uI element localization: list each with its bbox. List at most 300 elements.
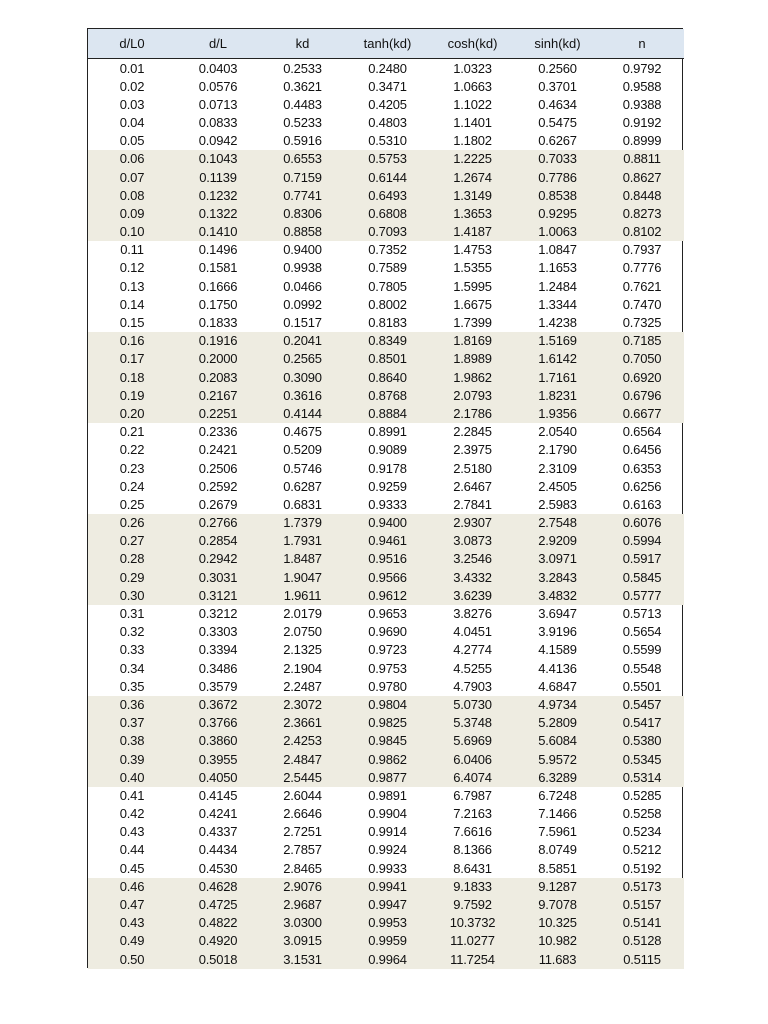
cell-d-over-l: 0.1322 xyxy=(198,205,238,221)
cell-tanh-kd: 0.9845 xyxy=(368,733,407,749)
cell-d-over-l: 0.3860 xyxy=(198,733,238,749)
cell-kd: 3.1531 xyxy=(283,951,322,967)
cell-kd: 0.5209 xyxy=(283,442,322,458)
cell-tanh-kd: 0.9612 xyxy=(368,587,407,603)
table-row xyxy=(88,96,684,114)
cell-tanh-kd: 0.7352 xyxy=(368,242,407,258)
cell-tanh-kd: 0.9941 xyxy=(368,878,407,894)
cell-d-over-l0: 0.25 xyxy=(119,496,145,512)
cell-sinh-kd: 4.4136 xyxy=(538,660,577,676)
cell-kd: 1.7931 xyxy=(283,533,322,549)
cell-n: 0.7325 xyxy=(622,315,662,331)
cell-kd: 0.3621 xyxy=(283,78,322,94)
cell-d-over-l: 0.0576 xyxy=(198,78,238,94)
cell-kd: 0.5746 xyxy=(283,460,322,476)
cell-sinh-kd: 0.7033 xyxy=(538,151,577,167)
table-row xyxy=(88,459,684,477)
cell-d-over-l0: 0.46 xyxy=(119,878,145,894)
cell-tanh-kd: 0.3471 xyxy=(368,78,407,94)
cell-n: 0.5258 xyxy=(622,806,662,822)
cell-n: 0.5212 xyxy=(622,842,662,858)
cell-sinh-kd: 3.6947 xyxy=(538,606,577,622)
cell-d-over-l: 0.3212 xyxy=(198,606,238,622)
cell-d-over-l: 0.1232 xyxy=(198,187,238,203)
cell-d-over-l: 0.0833 xyxy=(198,114,238,130)
cell-tanh-kd: 0.8183 xyxy=(368,315,407,331)
table-row xyxy=(88,296,684,314)
cell-d-over-l: 0.1139 xyxy=(199,169,237,185)
cell-cosh-kd: 5.0730 xyxy=(453,696,492,712)
cell-d-over-l: 0.1043 xyxy=(198,151,238,167)
table-row xyxy=(88,641,684,659)
cell-d-over-l: 0.1496 xyxy=(198,242,238,258)
cell-n: 0.7776 xyxy=(622,260,662,276)
cell-d-over-l0: 0.47 xyxy=(119,897,145,913)
cell-n: 0.6456 xyxy=(622,442,662,458)
cell-n: 0.5777 xyxy=(622,587,662,603)
cell-kd: 2.0750 xyxy=(283,624,322,640)
table-row xyxy=(88,223,684,241)
cell-d-over-l0: 0.16 xyxy=(119,333,145,349)
cell-d-over-l0: 0.50 xyxy=(119,951,145,967)
cell-sinh-kd: 0.6267 xyxy=(538,133,577,149)
cell-n: 0.5417 xyxy=(622,715,662,731)
cell-d-over-l0: 0.19 xyxy=(119,387,145,403)
table-row xyxy=(88,405,684,423)
cell-d-over-l: 0.4241 xyxy=(198,806,238,822)
cell-sinh-kd: 4.6847 xyxy=(538,678,577,694)
cell-sinh-kd: 1.9356 xyxy=(538,405,577,421)
table-row xyxy=(88,623,684,641)
wave-table-sheet xyxy=(87,28,683,968)
cell-kd: 0.3616 xyxy=(283,387,322,403)
cell-d-over-l: 0.4337 xyxy=(198,824,238,840)
cell-cosh-kd: 1.8989 xyxy=(453,351,492,367)
table-row xyxy=(88,750,684,768)
cell-n: 0.5173 xyxy=(622,878,662,894)
cell-kd: 2.4253 xyxy=(283,733,322,749)
cell-sinh-kd: 0.9295 xyxy=(538,205,577,221)
cell-sinh-kd: 5.9572 xyxy=(538,751,577,767)
cell-d-over-l: 0.4822 xyxy=(198,915,238,931)
cell-sinh-kd: 2.0540 xyxy=(538,424,577,440)
cell-d-over-l0: 0.40 xyxy=(119,769,145,785)
cell-tanh-kd: 0.9804 xyxy=(368,696,407,712)
cell-d-over-l: 0.2000 xyxy=(198,351,238,367)
cell-cosh-kd: 9.1833 xyxy=(453,878,492,894)
cell-kd: 2.6044 xyxy=(283,787,322,803)
cell-d-over-l0: 0.01 xyxy=(119,60,145,76)
cell-sinh-kd: 1.1653 xyxy=(538,260,577,276)
cell-d-over-l: 0.3766 xyxy=(198,715,238,731)
cell-cosh-kd: 3.4332 xyxy=(453,569,492,585)
cell-n: 0.8102 xyxy=(622,224,662,240)
cell-cosh-kd: 10.3732 xyxy=(449,915,496,931)
table-row xyxy=(88,932,684,950)
cell-kd: 1.7379 xyxy=(283,515,322,531)
cell-cosh-kd: 6.7987 xyxy=(453,787,492,803)
cell-tanh-kd: 0.6493 xyxy=(368,187,407,203)
cell-cosh-kd: 2.5180 xyxy=(453,460,492,476)
cell-n: 0.8627 xyxy=(622,169,662,185)
cell-sinh-kd: 0.2560 xyxy=(538,60,577,76)
cell-n: 0.5128 xyxy=(622,933,662,949)
cell-cosh-kd: 4.5255 xyxy=(453,660,492,676)
table-row xyxy=(88,314,684,332)
cell-cosh-kd: 1.9862 xyxy=(453,369,492,385)
cell-n: 0.5314 xyxy=(622,769,662,785)
cell-sinh-kd: 10.982 xyxy=(538,933,577,949)
cell-kd: 2.7857 xyxy=(283,842,322,858)
cell-kd: 1.9611 xyxy=(283,587,322,603)
cell-cosh-kd: 2.7841 xyxy=(453,496,492,512)
cell-cosh-kd: 1.6675 xyxy=(453,296,492,312)
cell-d-over-l0: 0.18 xyxy=(119,369,145,385)
cell-sinh-kd: 0.4634 xyxy=(538,96,577,112)
table-row xyxy=(88,78,684,96)
cell-n: 0.9588 xyxy=(622,78,662,94)
cell-sinh-kd: 1.6142 xyxy=(538,351,577,367)
cell-cosh-kd: 11.7254 xyxy=(450,951,495,967)
cell-sinh-kd: 2.4505 xyxy=(538,478,577,494)
cell-tanh-kd: 0.2480 xyxy=(368,60,407,76)
cell-tanh-kd: 0.7805 xyxy=(368,278,407,294)
cell-n: 0.5234 xyxy=(622,824,662,840)
cell-kd: 0.8306 xyxy=(283,205,322,221)
cell-sinh-kd: 2.3109 xyxy=(538,460,577,476)
cell-n: 0.5845 xyxy=(622,569,662,585)
cell-sinh-kd: 6.7248 xyxy=(538,787,577,803)
cell-d-over-l: 0.2766 xyxy=(198,515,238,531)
table-row xyxy=(88,114,684,132)
cell-d-over-l: 0.2942 xyxy=(198,551,238,567)
table-row xyxy=(88,951,684,969)
cell-n: 0.6920 xyxy=(622,369,662,385)
cell-d-over-l: 0.0403 xyxy=(198,60,238,76)
cell-cosh-kd: 5.6969 xyxy=(453,733,492,749)
cell-tanh-kd: 0.8768 xyxy=(368,387,407,403)
table-row xyxy=(88,350,684,368)
cell-sinh-kd: 9.1287 xyxy=(538,878,577,894)
cell-tanh-kd: 0.6808 xyxy=(368,205,407,221)
table-row xyxy=(88,569,684,587)
cell-cosh-kd: 1.4187 xyxy=(453,224,492,240)
cell-d-over-l: 0.2083 xyxy=(198,369,238,385)
cell-kd: 0.6287 xyxy=(283,478,322,494)
cell-sinh-kd: 7.5961 xyxy=(538,824,577,840)
cell-tanh-kd: 0.9400 xyxy=(368,515,407,531)
cell-d-over-l: 0.3672 xyxy=(198,696,238,712)
cell-sinh-kd: 1.8231 xyxy=(538,387,577,403)
cell-cosh-kd: 1.0663 xyxy=(453,78,492,94)
cell-tanh-kd: 0.9461 xyxy=(368,533,407,549)
cell-d-over-l: 0.1750 xyxy=(198,296,238,312)
cell-tanh-kd: 0.9825 xyxy=(368,715,407,731)
cell-n: 0.7050 xyxy=(622,351,662,367)
cell-kd: 0.4675 xyxy=(283,424,322,440)
cell-d-over-l0: 0.38 xyxy=(119,733,145,749)
table-row xyxy=(88,587,684,605)
cell-sinh-kd: 4.1589 xyxy=(538,642,577,658)
table-row xyxy=(88,369,684,387)
cell-kd: 0.2533 xyxy=(283,60,322,76)
table-row xyxy=(88,714,684,732)
cell-tanh-kd: 0.6144 xyxy=(368,169,407,185)
cell-kd: 0.9400 xyxy=(283,242,322,258)
cell-d-over-l: 0.4628 xyxy=(198,878,238,894)
cell-n: 0.5141 xyxy=(622,915,662,931)
column-header-d-over-l0: d/L0 xyxy=(88,29,176,58)
cell-d-over-l0: 0.02 xyxy=(119,78,145,94)
cell-kd: 2.1904 xyxy=(283,660,322,676)
table-row xyxy=(88,896,684,914)
cell-sinh-kd: 1.0847 xyxy=(538,242,577,258)
cell-sinh-kd: 2.5983 xyxy=(538,496,577,512)
table-row xyxy=(88,423,684,441)
cell-d-over-l0: 0.11 xyxy=(120,242,144,258)
cell-d-over-l0: 0.21 xyxy=(119,424,145,440)
cell-cosh-kd: 1.8169 xyxy=(453,333,492,349)
cell-tanh-kd: 0.4803 xyxy=(368,114,407,130)
cell-d-over-l0: 0.03 xyxy=(119,96,145,112)
cell-kd: 3.0915 xyxy=(283,933,322,949)
cell-d-over-l0: 0.12 xyxy=(119,260,145,276)
cell-d-over-l0: 0.43 xyxy=(119,824,145,840)
cell-kd: 3.0300 xyxy=(283,915,322,931)
cell-n: 0.8999 xyxy=(622,133,662,149)
cell-d-over-l: 0.1410 xyxy=(198,224,238,240)
table-row xyxy=(88,660,684,678)
cell-cosh-kd: 11.0277 xyxy=(450,933,495,949)
cell-kd: 2.8465 xyxy=(283,860,322,876)
cell-d-over-l0: 0.06 xyxy=(119,151,145,167)
cell-tanh-kd: 0.9089 xyxy=(368,442,407,458)
cell-cosh-kd: 1.5995 xyxy=(453,278,492,294)
cell-cosh-kd: 3.6239 xyxy=(453,587,492,603)
cell-sinh-kd: 1.0063 xyxy=(538,224,577,240)
cell-d-over-l0: 0.15 xyxy=(119,315,145,331)
cell-sinh-kd: 11.683 xyxy=(538,951,577,967)
cell-d-over-l: 0.2167 xyxy=(198,387,238,403)
cell-tanh-kd: 0.7093 xyxy=(368,224,407,240)
cell-kd: 0.2565 xyxy=(283,351,322,367)
cell-n: 0.5994 xyxy=(622,533,662,549)
cell-n: 0.6564 xyxy=(622,424,662,440)
cell-kd: 0.7159 xyxy=(283,169,322,185)
cell-kd: 2.1325 xyxy=(283,642,322,658)
cell-cosh-kd: 1.2225 xyxy=(453,151,492,167)
cell-n: 0.5654 xyxy=(622,624,662,640)
cell-d-over-l0: 0.05 xyxy=(119,133,145,149)
cell-tanh-kd: 0.9333 xyxy=(368,496,407,512)
cell-d-over-l: 0.4050 xyxy=(198,769,238,785)
cell-cosh-kd: 2.1786 xyxy=(453,405,492,421)
cell-sinh-kd: 1.5169 xyxy=(538,333,577,349)
cell-n: 0.5457 xyxy=(622,696,662,712)
cell-n: 0.7470 xyxy=(622,296,662,312)
table-row xyxy=(88,605,684,623)
cell-tanh-kd: 0.9178 xyxy=(368,460,407,476)
cell-cosh-kd: 8.6431 xyxy=(453,860,492,876)
cell-n: 0.5917 xyxy=(622,551,662,567)
cell-d-over-l0: 0.43 xyxy=(119,915,145,931)
cell-d-over-l0: 0.36 xyxy=(119,696,145,712)
table-row xyxy=(88,769,684,787)
cell-d-over-l: 0.2854 xyxy=(198,533,238,549)
table-row xyxy=(88,278,684,296)
cell-tanh-kd: 0.8640 xyxy=(368,369,407,385)
cell-kd: 0.2041 xyxy=(283,333,322,349)
cell-cosh-kd: 2.3975 xyxy=(453,442,492,458)
cell-n: 0.8448 xyxy=(622,187,662,203)
cell-n: 0.8273 xyxy=(622,205,662,221)
cell-d-over-l: 0.0713 xyxy=(198,96,238,112)
table-row xyxy=(88,168,684,186)
table-row xyxy=(88,205,684,223)
cell-n: 0.5599 xyxy=(622,642,662,658)
column-header-sinh-kd: sinh(kd) xyxy=(515,29,600,58)
cell-d-over-l: 0.2251 xyxy=(198,405,238,421)
table-row xyxy=(88,241,684,259)
cell-d-over-l: 0.1916 xyxy=(198,333,238,349)
cell-cosh-kd: 4.2774 xyxy=(453,642,492,658)
cell-sinh-kd: 0.3701 xyxy=(538,78,577,94)
cell-sinh-kd: 1.4238 xyxy=(538,315,577,331)
cell-n: 0.7185 xyxy=(622,333,662,349)
column-header-kd: kd xyxy=(260,29,345,58)
cell-n: 0.6256 xyxy=(622,478,662,494)
cell-n: 0.6796 xyxy=(622,387,662,403)
cell-d-over-l0: 0.22 xyxy=(119,442,145,458)
cell-kd: 0.7741 xyxy=(283,187,322,203)
cell-tanh-kd: 0.9933 xyxy=(368,860,407,876)
cell-n: 0.5345 xyxy=(622,751,662,767)
cell-d-over-l: 0.3394 xyxy=(198,642,238,658)
cell-d-over-l0: 0.39 xyxy=(119,751,145,767)
cell-cosh-kd: 7.6616 xyxy=(453,824,492,840)
cell-d-over-l: 0.2336 xyxy=(198,424,238,440)
cell-kd: 2.4847 xyxy=(283,751,322,767)
cell-tanh-kd: 0.9924 xyxy=(368,842,407,858)
cell-tanh-kd: 0.4205 xyxy=(368,96,407,112)
cell-d-over-l: 0.3031 xyxy=(198,569,238,585)
cell-cosh-kd: 3.8276 xyxy=(453,606,492,622)
cell-sinh-kd: 3.4832 xyxy=(538,587,577,603)
cell-d-over-l: 0.4434 xyxy=(198,842,238,858)
cell-sinh-kd: 2.1790 xyxy=(538,442,577,458)
table-header-row xyxy=(88,29,684,58)
cell-cosh-kd: 1.7399 xyxy=(453,315,492,331)
cell-d-over-l0: 0.44 xyxy=(119,842,145,858)
column-header-tanh-kd: tanh(kd) xyxy=(345,29,430,58)
cell-n: 0.5115 xyxy=(623,951,661,967)
cell-n: 0.5380 xyxy=(622,733,662,749)
cell-tanh-kd: 0.9904 xyxy=(368,806,407,822)
table-row xyxy=(88,187,684,205)
table-row xyxy=(88,841,684,859)
cell-d-over-l0: 0.41 xyxy=(119,787,145,803)
cell-sinh-kd: 4.9734 xyxy=(538,696,577,712)
cell-d-over-l0: 0.31 xyxy=(119,606,145,622)
cell-kd: 0.6831 xyxy=(283,496,322,512)
table-row xyxy=(88,58,684,78)
cell-cosh-kd: 2.9307 xyxy=(453,515,492,531)
cell-d-over-l: 0.1833 xyxy=(198,315,238,331)
cell-n: 0.5157 xyxy=(622,897,662,913)
table-row xyxy=(88,332,684,350)
cell-d-over-l0: 0.24 xyxy=(119,478,145,494)
table-row xyxy=(88,387,684,405)
wave-function-table xyxy=(88,29,684,969)
cell-d-over-l: 0.3579 xyxy=(198,678,238,694)
cell-n: 0.5285 xyxy=(622,787,662,803)
cell-tanh-kd: 0.8991 xyxy=(368,424,407,440)
table-row xyxy=(88,150,684,168)
cell-d-over-l0: 0.30 xyxy=(119,587,145,603)
cell-sinh-kd: 9.7078 xyxy=(538,897,577,913)
cell-d-over-l0: 0.20 xyxy=(119,405,145,421)
cell-kd: 1.9047 xyxy=(283,569,322,585)
cell-d-over-l0: 0.23 xyxy=(119,460,145,476)
cell-n: 0.8811 xyxy=(623,151,661,167)
cell-tanh-kd: 0.9690 xyxy=(368,624,407,640)
cell-d-over-l: 0.0942 xyxy=(198,133,238,149)
cell-n: 0.5501 xyxy=(622,678,662,694)
cell-cosh-kd: 1.2674 xyxy=(453,169,492,185)
cell-kd: 0.4483 xyxy=(283,96,322,112)
cell-tanh-kd: 0.8884 xyxy=(368,405,407,421)
cell-sinh-kd: 7.1466 xyxy=(538,806,577,822)
cell-kd: 0.8858 xyxy=(283,224,322,240)
cell-kd: 0.3090 xyxy=(283,369,322,385)
cell-sinh-kd: 5.6084 xyxy=(538,733,577,749)
cell-tanh-kd: 0.7589 xyxy=(368,260,407,276)
cell-d-over-l: 0.2679 xyxy=(198,496,238,512)
column-header-n: n xyxy=(600,29,684,58)
cell-tanh-kd: 0.9959 xyxy=(368,933,407,949)
column-header-d-over-l: d/L xyxy=(176,29,260,58)
cell-sinh-kd: 1.2484 xyxy=(538,278,577,294)
cell-d-over-l0: 0.45 xyxy=(119,860,145,876)
cell-kd: 1.8487 xyxy=(283,551,322,567)
cell-d-over-l0: 0.42 xyxy=(119,806,145,822)
cell-kd: 0.0992 xyxy=(283,296,322,312)
cell-sinh-kd: 0.7786 xyxy=(538,169,577,185)
table-row xyxy=(88,259,684,277)
cell-d-over-l: 0.3121 xyxy=(198,587,238,603)
cell-cosh-kd: 2.0793 xyxy=(453,387,492,403)
cell-cosh-kd: 4.0451 xyxy=(453,624,492,640)
cell-d-over-l: 0.2421 xyxy=(198,442,238,458)
table-row xyxy=(88,860,684,878)
cell-kd: 0.9938 xyxy=(283,260,322,276)
cell-d-over-l0: 0.49 xyxy=(119,933,145,949)
cell-d-over-l: 0.4530 xyxy=(198,860,238,876)
cell-d-over-l: 0.4145 xyxy=(198,787,238,803)
cell-tanh-kd: 0.9653 xyxy=(368,606,407,622)
cell-cosh-kd: 1.1401 xyxy=(453,114,492,130)
cell-d-over-l0: 0.26 xyxy=(119,515,145,531)
cell-sinh-kd: 5.2809 xyxy=(538,715,577,731)
cell-kd: 0.0466 xyxy=(283,278,322,294)
cell-kd: 2.5445 xyxy=(283,769,322,785)
cell-tanh-kd: 0.9516 xyxy=(368,551,407,567)
cell-d-over-l0: 0.10 xyxy=(119,224,145,240)
cell-d-over-l0: 0.28 xyxy=(119,551,145,567)
cell-tanh-kd: 0.9566 xyxy=(368,569,407,585)
cell-d-over-l0: 0.17 xyxy=(119,351,145,367)
cell-d-over-l0: 0.13 xyxy=(119,278,145,294)
